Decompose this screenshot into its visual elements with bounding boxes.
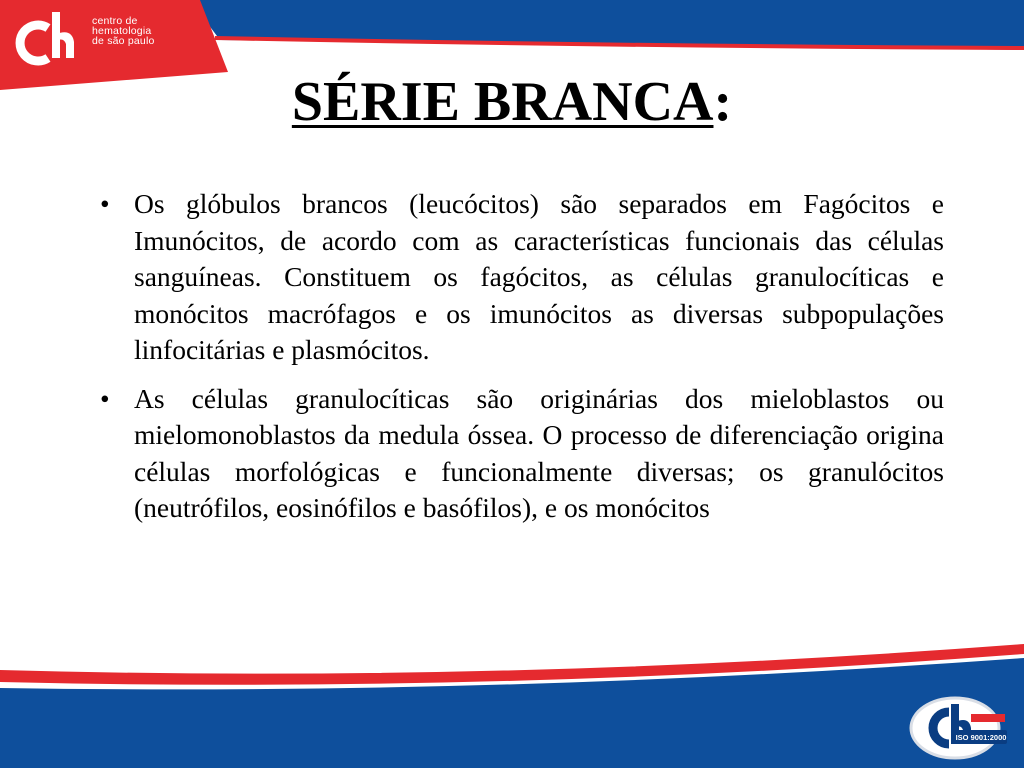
footer-band	[0, 640, 1024, 768]
logo-top	[14, 6, 214, 76]
bullet-dot-icon: •	[100, 188, 110, 219]
logo-bottom	[905, 692, 1013, 762]
ch-badge-icon	[905, 692, 1013, 762]
logo-line: hematologia	[92, 25, 152, 37]
bullet-list	[92, 186, 944, 539]
bullet-dot-icon: •	[100, 382, 110, 414]
logo-line: de são paulo	[92, 35, 155, 47]
bullet-item	[92, 381, 944, 527]
title-main: SÉRIE BRANCA	[291, 71, 714, 133]
iso-badge-text: ISO 9001:2000	[955, 733, 1007, 742]
title-suffix: :	[713, 71, 733, 133]
logo-text	[92, 16, 155, 46]
logo-line: centro de	[92, 15, 138, 27]
ch-logo-icon	[14, 6, 84, 76]
bullet-item	[92, 186, 944, 369]
bullet-text: As células granulocíticas são originárias dos mieloblastos ou mielomonoblastos da medula óssea. O processo de diferenciação origina células morfológicas e funcionalmente diversas; os granulócitos (neutrófilos, eosinófilos e basófilos), e os monócitos	[134, 382, 944, 523]
bullet-text: Os glóbulos brancos (leucócitos) são separados em Fagócitos e Imunócitos, de acordo com as características funcionais das células sanguíneas. Constituem os fagócitos, as células granulocíticas e monócitos macrófagos e os imunócitos as diversas subpopulações linfocitárias e plasmócitos.	[134, 188, 944, 365]
slide-title	[0, 70, 1024, 134]
